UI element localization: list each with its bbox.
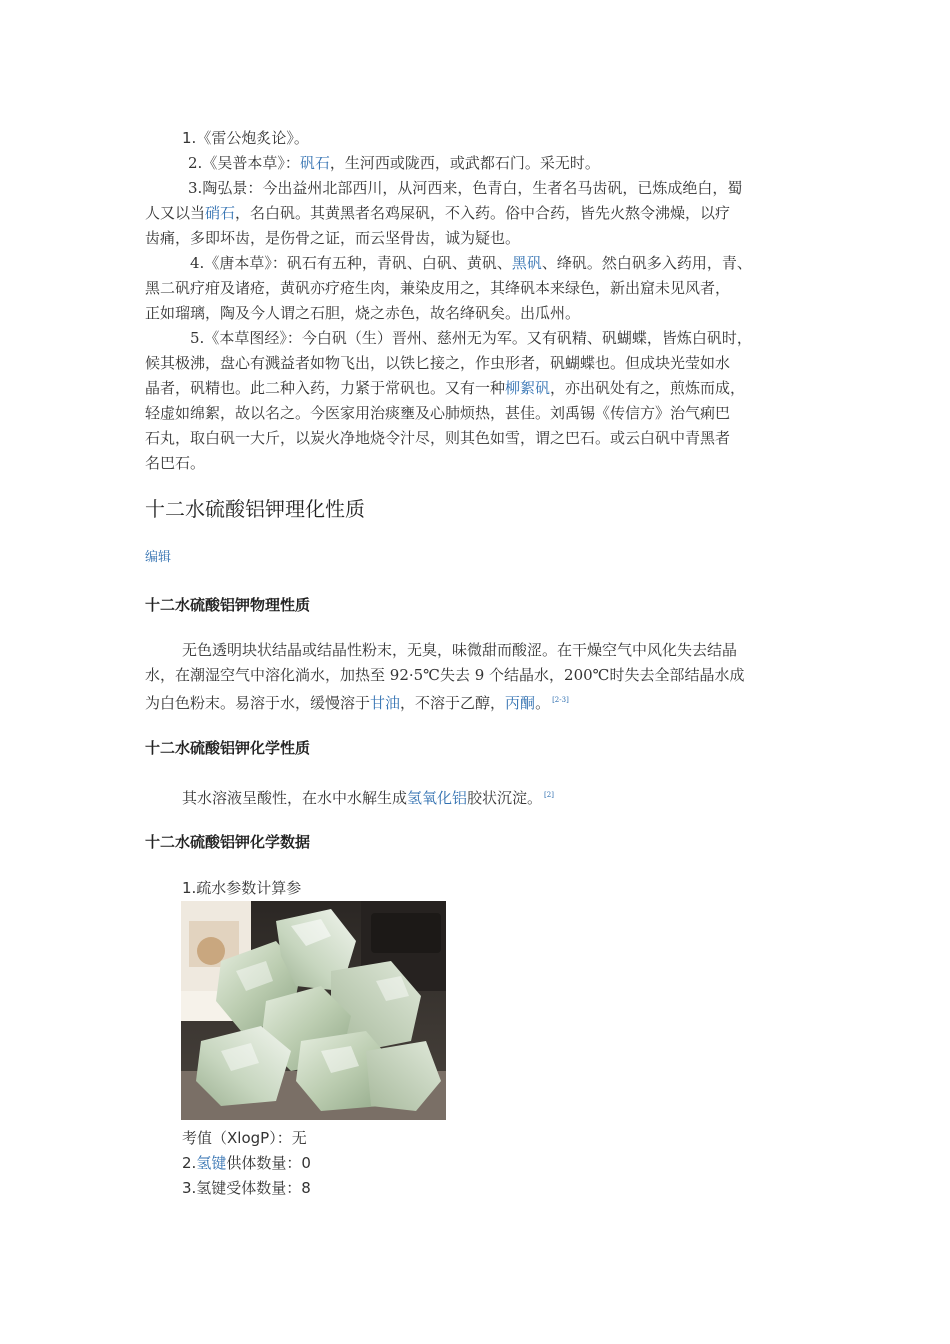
crystals-illustration <box>181 901 446 1120</box>
body-text: 为白色粉末。易溶于水，缓慢溶于 <box>145 694 371 712</box>
body-text: 其水溶液呈酸性，在水中水解生成 <box>182 789 408 807</box>
link-heifan[interactable]: 黑矾 <box>511 254 542 272</box>
history-item-3-line-3 <box>145 228 520 248</box>
section-title: 十二水硫酸铝钾理化性质 <box>145 497 365 521</box>
item-text: 《本草图经》：今白矾（生）晋州、慈州无为军。又有矾精、矾蝴蝶，皆炼白矾时， <box>204 329 752 347</box>
link-qingjian[interactable]: 氢键 <box>196 1154 227 1172</box>
body-text: 考值（XlogP）：无 <box>182 1129 307 1147</box>
history-item-5-line-1 <box>190 328 752 348</box>
chemdata-item-1-cont <box>182 1128 307 1148</box>
item-text: ，名白矾。其黄黑者名鸡屎矾，不入药。俗中合药，皆先火熬令沸燥，以疗 <box>235 204 731 222</box>
item-number: 4. <box>190 254 205 272</box>
history-item-1 <box>182 128 309 148</box>
chemical-line-1 <box>182 785 554 808</box>
item-text: 《吴普本草》： <box>202 154 300 172</box>
body-text: 。 <box>535 694 551 712</box>
history-item-5-line-3 <box>145 378 745 398</box>
item-text: 石丸，取白矾一大斤，以炭火净地烧令汁尽，则其色如雪，谓之巴石。或云白矾中青黑者 <box>145 429 731 447</box>
item-text: 黑二矾疗疳及诸疮，黄矾亦疗疮生肉，兼染皮用之，其绛矾本来绿色，新出窟未见风者， <box>145 279 731 297</box>
body-text: ，不溶于乙醇， <box>400 694 506 712</box>
body-text: 1.疏水参数计算参 <box>182 879 302 897</box>
chemdata-item-3 <box>182 1178 311 1198</box>
link-liuxufan[interactable]: 柳絮矾 <box>505 379 551 397</box>
item-text: 正如瑠璃，陶及今人谓之石胆，烧之赤色，故名绛矾矣。出瓜州。 <box>145 304 581 322</box>
chemical-heading: 十二水硫酸铝钾化学性质 <box>145 739 311 757</box>
history-item-4-line-2 <box>145 278 730 298</box>
link-bingtong[interactable]: 丙酮 <box>505 694 536 712</box>
physical-line-3 <box>145 690 569 713</box>
link-qingyanghualv[interactable]: 氢氧化铝 <box>407 789 468 807</box>
chemdata-item-2 <box>182 1153 311 1173</box>
link-ganyou[interactable]: 甘油 <box>370 694 401 712</box>
body-text: 供体数量：0 <box>226 1154 311 1172</box>
item-text: 名巴石。 <box>145 454 206 472</box>
item-number: 2. <box>188 154 203 172</box>
history-item-4-line-3 <box>145 303 580 323</box>
item-text: ，生河西或陇西，或武都石门。采无时。 <box>329 154 600 172</box>
chemdata-heading: 十二水硫酸铝钾化学数据 <box>145 833 311 851</box>
alum-crystals-photo <box>181 901 446 1120</box>
history-item-2 <box>188 153 600 173</box>
item-text: ，亦出矾处有之，煎炼而成， <box>550 379 746 397</box>
chemdata-item-1 <box>182 878 301 898</box>
history-item-5-line-2 <box>145 353 730 373</box>
body-text: 水，在潮湿空气中溶化淌水，加热至 92·5℃失去 9 个结晶水，200℃时失去全部结晶水成 <box>145 666 745 684</box>
history-item-5-line-6 <box>145 453 205 473</box>
edit-link[interactable]: 编辑 <box>145 550 172 565</box>
physical-line-2 <box>145 665 744 685</box>
item-number: 3. <box>188 179 203 197</box>
item-number: 5. <box>190 329 205 347</box>
item-text: 齿痛，多即坏齿，是伤骨之证，而云坚骨齿，诚为疑也。 <box>145 229 521 247</box>
item-text: 人又以当 <box>145 204 206 222</box>
item-text: 陶弘景：今出益州北部西川，从河西来，色青白，生者名马齿矾，已炼成绝白，蜀 <box>202 179 743 197</box>
item-number: 1. <box>182 129 197 147</box>
physical-line-1 <box>182 640 737 660</box>
physical-heading: 十二水硫酸铝钾物理性质 <box>145 596 311 614</box>
history-item-4-line-1 <box>190 253 752 273</box>
reference-marker[interactable]: [2] <box>544 791 554 799</box>
item-text: 《雷公炮炙论》。 <box>196 129 309 147</box>
link-xiaoshi[interactable]: 硝石 <box>205 204 236 222</box>
body-text: 3.氢键受体数量：8 <box>182 1179 311 1197</box>
history-item-5-line-4 <box>145 403 730 423</box>
history-item-3-line-2 <box>145 203 730 223</box>
reference-marker[interactable]: [2-3] <box>552 696 569 704</box>
item-text: 轻虚如绵絮，故以名之。今医家用治痰壅及心肺烦热，甚佳。刘禹锡《传信方》治气痢巴 <box>145 404 731 422</box>
body-text: 无色透明块状结晶或结晶性粉末，无臭，味微甜而酸涩。在干燥空气中风化失去结晶 <box>182 641 738 659</box>
item-text: 《唐本草》：矾石有五种，青矾、白矾、黄矾、 <box>204 254 512 272</box>
history-item-3-line-1 <box>188 178 742 198</box>
item-text: 候其极沸，盘心有溅益者如物飞出，以铁匕接之，作虫形者，矾蝴蝶也。但成块光莹如水 <box>145 354 731 372</box>
item-text: 晶者，矾精也。此二种入药，力紧于常矾也。又有一种 <box>145 379 506 397</box>
link-fanshi[interactable]: 矾石 <box>299 154 330 172</box>
body-text: 胶状沉淀。 <box>467 789 543 807</box>
history-item-5-line-5 <box>145 428 730 448</box>
item-text: 、绛矾。然白矾多入药用，青、 <box>541 254 752 272</box>
body-text: 2. <box>182 1154 197 1172</box>
